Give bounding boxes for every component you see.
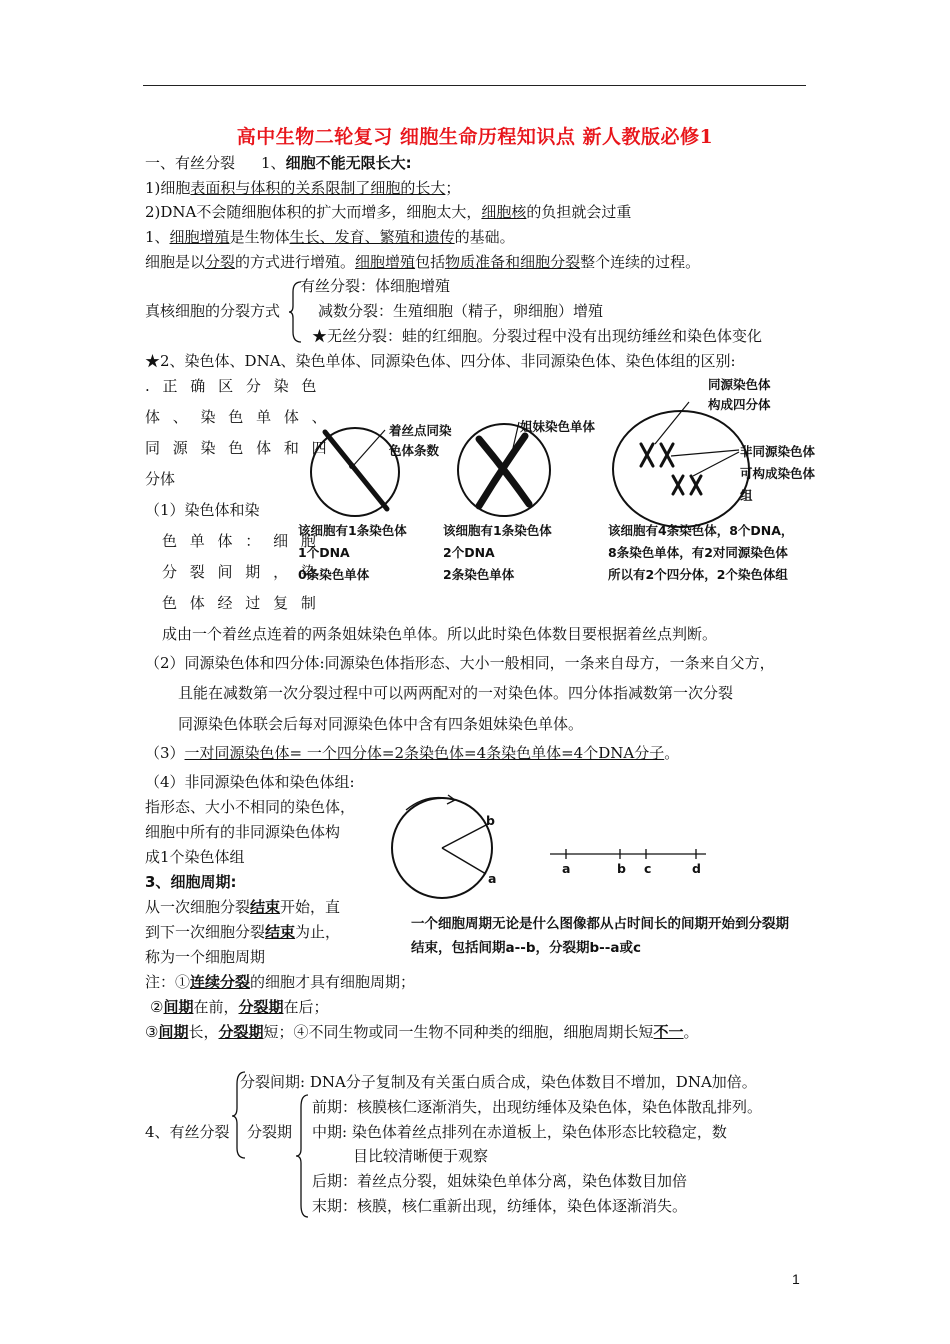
line-label-a: a (562, 861, 571, 876)
caption-line: 8条染色单体，有2对同源染色体 (608, 545, 788, 560)
division-label: 真核细胞的分裂方式 (145, 302, 281, 320)
note1-bold: 连续分裂 (190, 973, 251, 991)
page-number: 1 (792, 1271, 800, 1287)
note3-bold1: 间期 (158, 1023, 189, 1041)
item2-line: 同源染色体联会后每对同源染色体中含有四条姐妹染色单体。 (178, 715, 584, 733)
point2-post: 整个连续的过程。 (580, 253, 701, 271)
section4-label: 4、有丝分裂 (145, 1123, 230, 1141)
point1-u2: 生长、发育、繁殖和遗传 (289, 228, 455, 246)
item3 (145, 743, 679, 763)
division-item-mitosis: 有丝分裂：体细胞增殖 (300, 277, 451, 295)
def-post: 开始，直 (280, 898, 341, 916)
phases-brace-icon (296, 1093, 310, 1219)
reason2-underlined: 细胞核 (481, 203, 527, 221)
pointer-line (353, 430, 385, 466)
mphase-label: 分裂期 (247, 1123, 293, 1141)
cell-cycle-diagram (390, 790, 720, 900)
line-label-d: d (692, 861, 701, 876)
cell-circle-3 (613, 411, 749, 527)
phase-telophase: 末期：核膜，核仁重新出现，纺缍体，染色体逐渐消失。 (312, 1197, 688, 1215)
circle-label-a: a (488, 871, 497, 886)
section1-heading: 一、有丝分裂 (145, 154, 236, 172)
intro-line: . 正 确 区 分 染 色 (145, 377, 321, 395)
item3-post: 。 (664, 744, 680, 762)
item3-underlined: 一对同源染色体= 一个四分体=2条染色体=4条染色单体=4个DNA分子 (184, 744, 665, 762)
item1-line: 色 体 经 过 复 制 (162, 594, 320, 612)
intro-line: 分体 (145, 470, 176, 488)
caption-cell3 (608, 520, 793, 586)
header-rule (143, 85, 806, 86)
section1-line (145, 153, 412, 173)
item4-line: 细胞中所有的非同源染色体构 (145, 823, 341, 841)
point2-u3: 物质准备和细胞分裂 (445, 253, 581, 271)
cycle-def-line: 称为一个细胞周期 (145, 948, 266, 966)
point2 (145, 252, 700, 272)
note3-pre: ③ (145, 1023, 159, 1041)
item2-line: 且能在减数第一次分裂过程中可以两两配对的一对染色体。四分体指减数第一次分裂 (178, 684, 734, 702)
note3-bold2: 分裂期 (218, 1023, 264, 1041)
item4-line: 指形态、大小不相同的染色体， (145, 798, 356, 816)
cycle-def-line (145, 922, 340, 942)
note2-mid: 在前， (193, 998, 239, 1016)
note1 (145, 972, 415, 992)
pointer-line (671, 450, 739, 456)
division-item-meiosis: 减数分裂：生殖细胞（精子，卵细胞）增殖 (318, 302, 604, 320)
phase-prophase: 前期：核膜核仁逐渐消失，出现纺缍体及染色体，染色体散乱排列。 (312, 1098, 763, 1116)
pointer-line (693, 452, 739, 476)
note1-post: 的细胞才具有细胞周期； (250, 973, 416, 991)
def-pre: 到下一次细胞分裂 (145, 923, 266, 941)
reason2-pre: 2)DNA不会随细胞体积的扩大而增多，细胞太大， (145, 203, 482, 221)
single-chromosome (325, 432, 387, 509)
item4-line: 成1个染色体组 (145, 848, 245, 866)
circle-label-b: b (486, 813, 495, 828)
caption-line: 2条染色单体 (443, 567, 515, 582)
def-post: 为止， (295, 923, 341, 941)
division-item-amitosis: ★无丝分裂：蛙的红细胞。分裂过程中没有出现纺缍丝和染色体变化 (312, 327, 763, 345)
caption-line: 所以有2个四分体，2个染色体组 (608, 567, 788, 582)
note1-pre: 注：① (145, 973, 191, 991)
section1-sub-title: 细胞不能无限长大: (285, 154, 412, 172)
note2-bold1: 间期 (163, 998, 194, 1016)
intro-line: 同 源 染 色 体 和 四 (145, 439, 331, 457)
phase-metaphase: 中期: 染色体着丝点排列在赤道板上，染色体形态比较稳定，数 (312, 1123, 727, 1141)
def-bold: 结束 (265, 923, 296, 941)
sister-chromatid-label: 姐妹染色单体 (520, 419, 596, 434)
homolog-label-line: 构成四分体 (708, 397, 771, 412)
note3-bold3: 不一 (653, 1023, 684, 1041)
reason1 (145, 178, 460, 198)
cycle-def-line (145, 897, 340, 917)
caption-line: 0条染色单体 (298, 567, 370, 582)
note3-post: 。 (683, 1023, 699, 1041)
homolog-label-line: 同源染色体 (708, 377, 771, 392)
section3-num: 3、 (145, 873, 171, 891)
nonhomolog-label-line: 可构成染色体 (740, 466, 816, 481)
item1-line: （1）染色体和染 (145, 501, 260, 519)
def-pre: 从一次细胞分裂 (145, 898, 251, 916)
point1-mid: 是生物体 (229, 228, 290, 246)
caption-line: 该细胞有1条染色体 (298, 523, 407, 538)
point2-pre: 细胞是以 (145, 253, 206, 271)
section1-sub-num: 1、 (261, 154, 286, 172)
point2-mid1: 的方式进行增殖。 (235, 253, 356, 271)
reason2-post: 的负担就会过重 (526, 203, 632, 221)
item4-line: （4）非同源染色体和染色体组: (145, 773, 355, 791)
note3 (145, 1022, 699, 1042)
line-label-c: c (644, 861, 652, 876)
item1-line: 色 单 体 ： 细 胞 (162, 532, 320, 550)
page-title: 高中生物二轮复习 细胞生命历程知识点 新人教版必修1 (236, 126, 714, 148)
caption-line: 一个细胞周期无论是什么图像都从占时间长的间期开始到分裂期 (411, 916, 789, 932)
item3-pre: （3） (145, 744, 185, 762)
caption-line: 结束，包括间期a--b，分裂期b--a或c (411, 940, 641, 956)
point1-post: 的基础。 (454, 228, 515, 246)
phase-metaphase-cont: 目比较清晰便于观察 (353, 1147, 489, 1165)
section3-heading: 细胞周期: (170, 873, 237, 891)
nonhomolog-label-line: 非同源染色体 (740, 444, 816, 459)
radius-b (442, 824, 488, 848)
reason1-pre: 1)细胞 (145, 179, 191, 197)
phase-anaphase: 后期：着丝点分裂，姐妹染色单体分离，染色体数目加倍 (312, 1172, 688, 1190)
note2-post: 在后； (283, 998, 329, 1016)
interphase-line: 分裂间期: DNA分子复制及有关蛋白质合成，染色体数目不增加，DNA加倍。 (240, 1073, 757, 1091)
caption-line: 该细胞有4条染色体，8个DNA， (608, 523, 794, 538)
line-label-b: b (617, 861, 626, 876)
nonhomolog-label-line: 组 (740, 488, 753, 503)
centromere-label-line: 着丝点同染 (389, 423, 452, 438)
reason1-post: ； (445, 179, 461, 197)
tetrad-chromosomes (641, 444, 701, 494)
caption-cell1 (298, 520, 407, 586)
caption-cell2 (443, 520, 552, 586)
caption-line: 该细胞有1条染色体 (443, 523, 552, 538)
point1-u1: 细胞增殖 (169, 228, 230, 246)
caption-line: 2个DNA (443, 545, 495, 560)
def-bold: 结束 (250, 898, 281, 916)
section3-heading-line (145, 872, 236, 892)
point2-mid2: 包括 (415, 253, 446, 271)
item1-continuation: 成由一个着丝点连着的两条姐妹染色单体。所以此时染色体数目要根据着丝点判断。 (162, 625, 718, 643)
radius-a (442, 848, 486, 874)
point2-u2: 细胞增殖 (355, 253, 416, 271)
note2-pre: ② (150, 998, 164, 1016)
caption-line: 1个DNA (298, 545, 350, 560)
note2 (150, 997, 329, 1017)
note3-mid1: 长， (188, 1023, 219, 1041)
pointer-line (655, 402, 689, 444)
note3-mid2: 短；④不同生物或同一生物不同种类的细胞，细胞周期长短 (263, 1023, 654, 1041)
point1-pre: 1、 (145, 228, 170, 246)
section2-heading: ★2、染色体、DNA、染色单体、同源染色体、四分体、非同源染色体、染色体组的区别: (145, 352, 736, 370)
item2-line: （2）同源染色体和四分体:同源染色体指形态、大小一般相同，一条来自母方，一条来自父方， (145, 654, 775, 672)
item1-line: 分 裂 间 期 ， 染 (162, 563, 320, 581)
cell-cycle-caption (411, 912, 789, 960)
reason1-underlined: 表面积与体积的关系限制了细胞的长大 (190, 179, 446, 197)
intro-line: 体 、 染 色 单 体 、 (145, 408, 331, 426)
point2-u1: 分裂 (205, 253, 236, 271)
centromere-label-line: 色体条数 (389, 443, 440, 458)
note2-bold2: 分裂期 (238, 998, 284, 1016)
point1 (145, 227, 515, 247)
reason2 (145, 202, 631, 222)
